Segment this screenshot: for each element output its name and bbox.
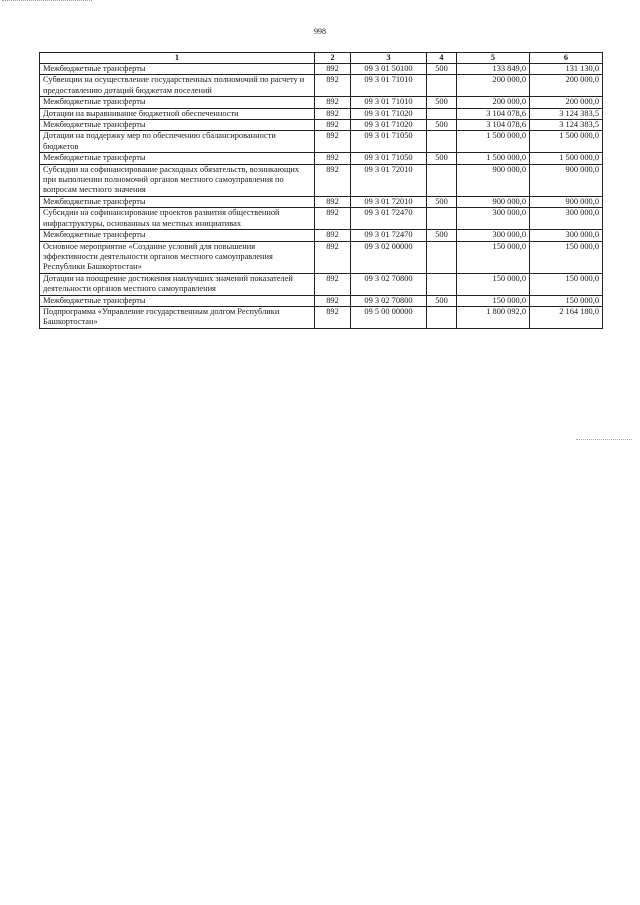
row-name-cell: Межбюджетные трансферты [40,97,315,108]
row-amount-col6: 900 000,0 [530,164,603,196]
row-ved-cell: 892 [315,230,351,241]
table-row [40,64,603,75]
row-amount-col6: 2 164 180,0 [530,306,603,328]
table-row [40,153,603,164]
table-row [40,164,603,196]
row-ved-cell: 892 [315,120,351,131]
column-header: 1 [40,53,315,64]
row-amount-col6: 3 124 383,5 [530,120,603,131]
row-vr-cell: 500 [427,230,457,241]
row-name-cell: Подпрограмма «Управление государственным долгом Республики Башкортостан» [40,306,315,328]
row-ved-cell: 892 [315,196,351,207]
table-row [40,241,603,273]
row-name-cell: Межбюджетные трансферты [40,230,315,241]
row-ved-cell: 892 [315,108,351,119]
table-row [40,108,603,119]
row-vr-cell [427,208,457,230]
row-ved-cell: 892 [315,131,351,153]
row-code-cell: 09 3 01 71010 [351,97,427,108]
row-name-cell: Субсидии на софинансирование проектов развития общественной инфраструктуры, основанных на местных инициативах [40,208,315,230]
row-amount-col5: 200 000,0 [457,97,530,108]
row-vr-cell: 500 [427,153,457,164]
row-amount-col6: 300 000,0 [530,208,603,230]
row-amount-col6: 3 124 383,5 [530,108,603,119]
row-name-cell: Межбюджетные трансферты [40,295,315,306]
row-vr-cell [427,164,457,196]
row-code-cell: 09 3 01 72470 [351,230,427,241]
table-row [40,120,603,131]
row-amount-col5: 900 000,0 [457,164,530,196]
table-row [40,306,603,328]
row-vr-cell [427,241,457,273]
row-vr-cell [427,131,457,153]
row-ved-cell: 892 [315,153,351,164]
row-vr-cell: 500 [427,295,457,306]
table-row [40,295,603,306]
row-code-cell: 09 3 01 71050 [351,131,427,153]
row-vr-cell [427,306,457,328]
row-amount-col5: 900 000,0 [457,196,530,207]
row-ved-cell: 892 [315,241,351,273]
table-row [40,196,603,207]
row-vr-cell: 500 [427,64,457,75]
row-code-cell: 09 5 00 00000 [351,306,427,328]
row-vr-cell [427,273,457,295]
row-code-cell: 09 3 01 72470 [351,208,427,230]
scan-artifact [576,439,632,441]
budget-table [39,52,603,329]
column-header: 3 [351,53,427,64]
row-amount-col6: 200 000,0 [530,75,603,97]
row-name-cell: Субсидии на софинансирование расходных обязательств, возникающих при выполнении полномочий органов местного самоуправления по вопросам местного значения [40,164,315,196]
page-number: 998 [314,27,326,36]
row-amount-col5: 300 000,0 [457,230,530,241]
table-header-row [40,53,603,64]
row-code-cell: 09 3 01 71020 [351,108,427,119]
table-row [40,131,603,153]
row-name-cell: Дотации на выравнивание бюджетной обеспеченности [40,108,315,119]
row-code-cell: 09 3 02 70800 [351,295,427,306]
row-amount-col6: 150 000,0 [530,273,603,295]
column-header: 2 [315,53,351,64]
row-vr-cell [427,108,457,119]
row-name-cell: Межбюджетные трансферты [40,120,315,131]
column-header: 5 [457,53,530,64]
row-name-cell: Межбюджетные трансферты [40,196,315,207]
row-code-cell: 09 3 02 70800 [351,273,427,295]
row-amount-col6: 900 000,0 [530,196,603,207]
row-code-cell: 09 3 01 50100 [351,64,427,75]
table-body [40,64,603,329]
row-ved-cell: 892 [315,306,351,328]
column-header: 4 [427,53,457,64]
table-row [40,230,603,241]
row-amount-col6: 1 500 000,0 [530,131,603,153]
row-ved-cell: 892 [315,75,351,97]
row-amount-col6: 131 130,0 [530,64,603,75]
row-code-cell: 09 3 01 71020 [351,120,427,131]
row-vr-cell: 500 [427,196,457,207]
row-ved-cell: 892 [315,208,351,230]
row-amount-col6: 150 000,0 [530,241,603,273]
row-name-cell: Дотации на поощрение достижения наилучших значений показателей деятельности органов местного самоуправления [40,273,315,295]
scan-artifact [2,0,92,3]
row-amount-col5: 1 500 000,0 [457,153,530,164]
row-amount-col5: 1 800 092,0 [457,306,530,328]
row-vr-cell: 500 [427,120,457,131]
row-amount-col5: 150 000,0 [457,241,530,273]
row-amount-col5: 3 104 078,6 [457,120,530,131]
row-amount-col6: 150 000,0 [530,295,603,306]
row-ved-cell: 892 [315,64,351,75]
row-amount-col6: 300 000,0 [530,230,603,241]
row-amount-col6: 1 500 000,0 [530,153,603,164]
row-vr-cell [427,75,457,97]
row-name-cell: Межбюджетные трансферты [40,64,315,75]
row-name-cell: Межбюджетные трансферты [40,153,315,164]
row-amount-col5: 1 500 000,0 [457,131,530,153]
row-code-cell: 09 3 01 71050 [351,153,427,164]
row-name-cell: Дотации на поддержку мер по обеспечению сбалансированности бюджетов [40,131,315,153]
table-row [40,208,603,230]
row-vr-cell: 500 [427,97,457,108]
table-row [40,273,603,295]
row-code-cell: 09 3 01 72010 [351,196,427,207]
table-row [40,97,603,108]
row-name-cell: Субвенции на осуществление государственных полномочий по расчету и предоставлению дотаций бюджетам поселений [40,75,315,97]
table-row [40,75,603,97]
row-name-cell: Основное мероприятие «Создание условий для повышения эффективности деятельности органов местного самоуправления Республики Башкортостан» [40,241,315,273]
row-code-cell: 09 3 02 00000 [351,241,427,273]
row-ved-cell: 892 [315,97,351,108]
row-amount-col5: 133 849,0 [457,64,530,75]
row-amount-col5: 200 000,0 [457,75,530,97]
column-header: 6 [530,53,603,64]
row-ved-cell: 892 [315,273,351,295]
row-ved-cell: 892 [315,164,351,196]
row-amount-col5: 150 000,0 [457,295,530,306]
row-amount-col5: 150 000,0 [457,273,530,295]
row-amount-col5: 300 000,0 [457,208,530,230]
row-code-cell: 09 3 01 71010 [351,75,427,97]
row-amount-col5: 3 104 078,6 [457,108,530,119]
row-amount-col6: 200 000,0 [530,97,603,108]
row-code-cell: 09 3 01 72010 [351,164,427,196]
row-ved-cell: 892 [315,295,351,306]
